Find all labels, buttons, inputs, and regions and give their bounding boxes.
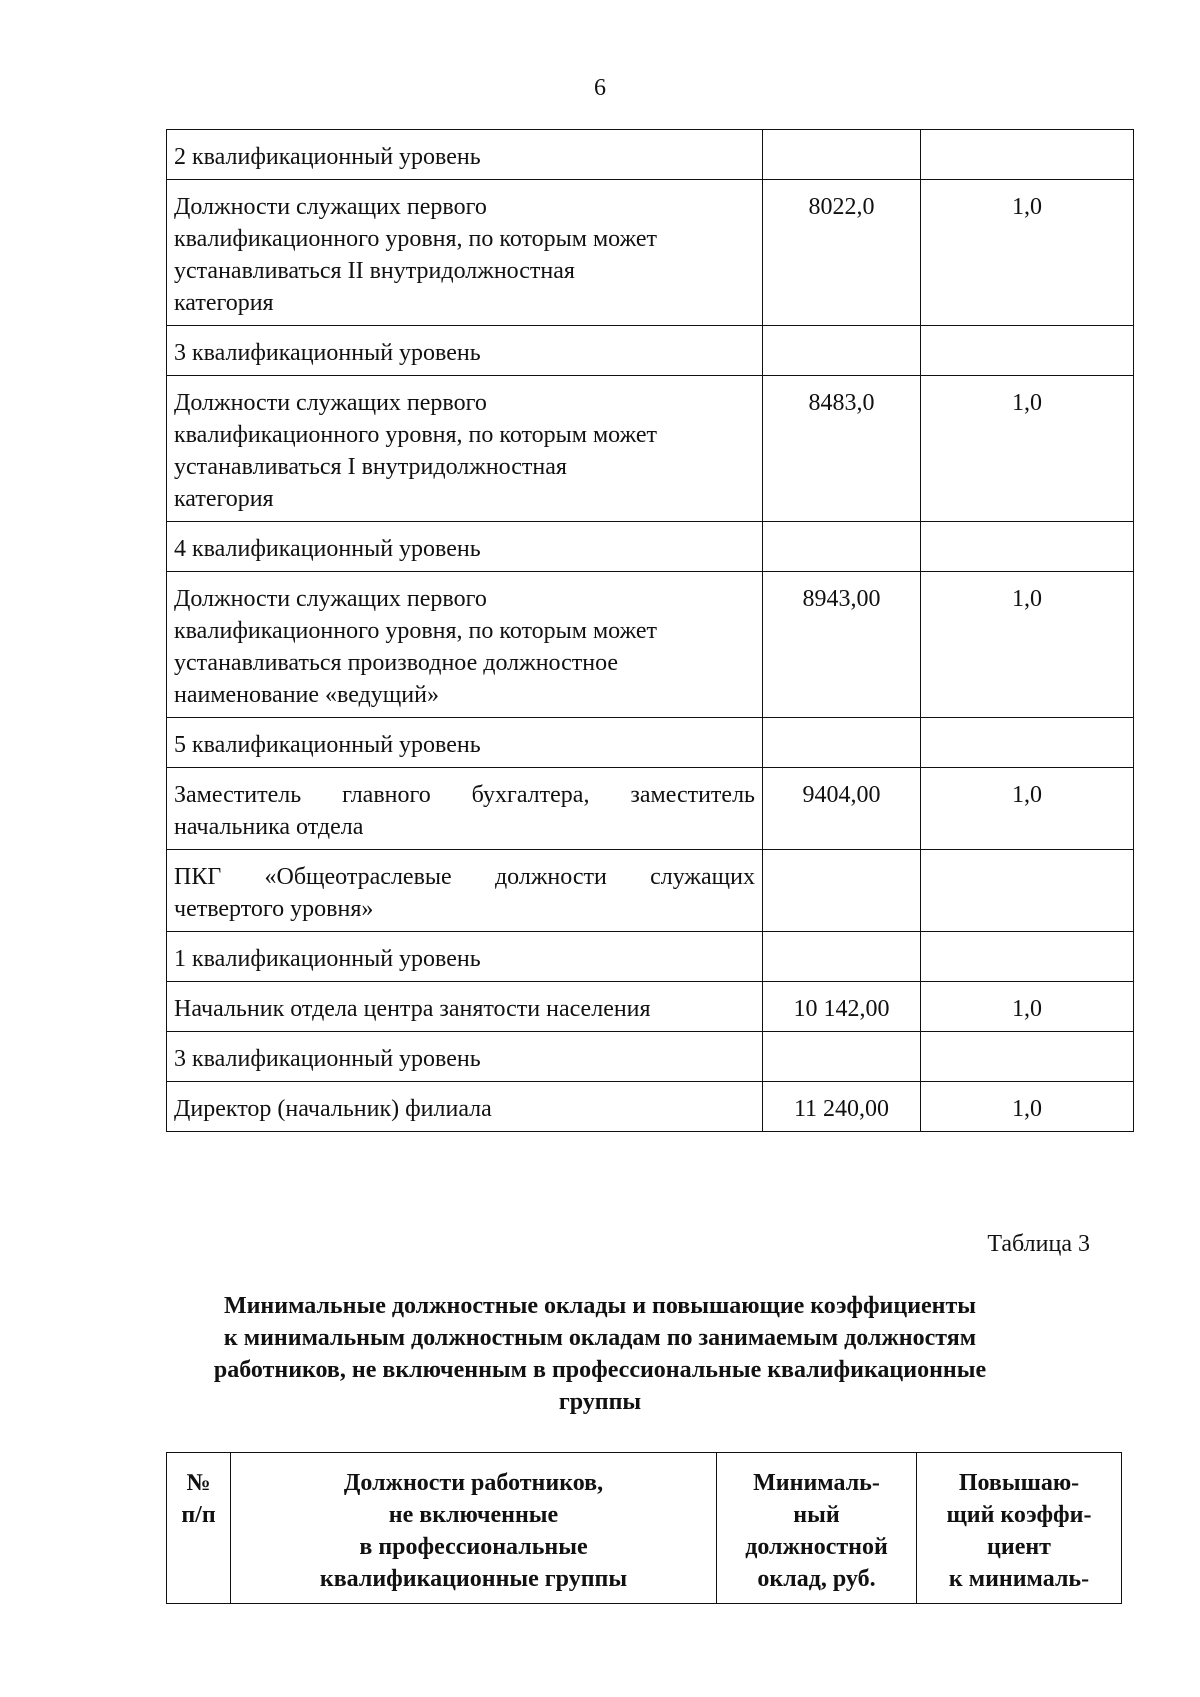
table-row: [167, 522, 1134, 572]
position-name-cell: [167, 932, 763, 982]
table-label: Таблица 3: [987, 1231, 1090, 1257]
position-name-cell: [167, 376, 763, 522]
table-row: [167, 130, 1134, 180]
header-line: квалификационные группы: [319, 1566, 628, 1592]
position-name-line: квалификационного уровня, по которым может: [174, 618, 657, 644]
position-name-cell: [167, 522, 763, 572]
position-name-cell: [167, 180, 763, 326]
header-line: №: [186, 1470, 211, 1496]
position-name-line: Должности служащих первого: [174, 586, 487, 612]
position-name-line: 2 квалификационный уровень: [174, 144, 481, 170]
position-name-cell: [167, 1082, 763, 1132]
position-name-line: наименование «ведущий»: [174, 682, 439, 708]
table-row: [167, 1032, 1134, 1082]
position-name-line: квалификационного уровня, по которым может: [174, 422, 657, 448]
position-name-line: устанавливаться I внутридолжностная: [174, 454, 567, 480]
coefficient-cell: [921, 718, 1134, 768]
table-row: [167, 572, 1134, 718]
header-line: в профессиональные: [359, 1534, 588, 1560]
table-row: [167, 718, 1134, 768]
salary-cell: 8483,0: [763, 376, 921, 522]
position-name-line: Начальник отдела центра занятости населения: [174, 996, 651, 1022]
header-line: оклад, руб.: [757, 1566, 876, 1592]
header-min-salary: [717, 1453, 917, 1604]
position-name-line: 3 квалификационный уровень: [174, 1046, 481, 1072]
salary-cell: 8022,0: [763, 180, 921, 326]
position-name-cell: [167, 326, 763, 376]
salary-cell: 10 142,00: [763, 982, 921, 1032]
coefficient-cell: 1,0: [921, 1082, 1134, 1132]
coefficient-cell: 1,0: [921, 768, 1134, 850]
coefficient-cell: [921, 130, 1134, 180]
position-name-line: 5 квалификационный уровень: [174, 732, 481, 758]
coefficient-cell: 1,0: [921, 982, 1134, 1032]
salary-cell: [763, 326, 921, 376]
header-line: Должности работников,: [343, 1470, 604, 1496]
position-name-line: квалификационного уровня, по которым может: [174, 226, 657, 252]
header-line: к минималь-: [948, 1566, 1090, 1592]
header-line: ный: [793, 1502, 840, 1528]
page-number: 6: [594, 75, 606, 101]
coefficient-cell: [921, 850, 1134, 932]
header-line: должностной: [745, 1534, 888, 1560]
position-name-cell: [167, 768, 763, 850]
position-name-line: устанавливаться II внутридолжностная: [174, 258, 575, 284]
table-row: [167, 932, 1134, 982]
position-name-cell: [167, 982, 763, 1032]
coefficient-cell: 1,0: [921, 572, 1134, 718]
salary-cell: [763, 718, 921, 768]
salary-cell: 11 240,00: [763, 1082, 921, 1132]
position-name-line: Заместитель главного бухгалтера, заместитель: [174, 782, 755, 808]
position-name-cell: [167, 850, 763, 932]
positions-table: [166, 1452, 1122, 1604]
position-name-cell: [167, 718, 763, 768]
table-row: [167, 768, 1134, 850]
header-coefficient: [917, 1453, 1122, 1604]
position-name-cell: [167, 572, 763, 718]
header-line: Повышаю-: [958, 1470, 1080, 1496]
salary-cell: [763, 932, 921, 982]
position-name-line: ПКГ «Общеотраслевые должности служащих: [174, 864, 755, 890]
header-line: циент: [987, 1534, 1051, 1560]
header-positions: [231, 1453, 717, 1604]
coefficient-cell: [921, 522, 1134, 572]
position-name-cell: [167, 1032, 763, 1082]
position-name-line: 4 квалификационный уровень: [174, 536, 481, 562]
position-name-line: начальника отдела: [174, 814, 364, 840]
coefficient-cell: [921, 326, 1134, 376]
positions-table-header: [167, 1453, 1122, 1604]
heading-line: Минимальные должностные оклады и повышающие коэффициенты: [223, 1293, 977, 1319]
table-heading: [130, 1290, 1070, 1418]
table-row: [167, 850, 1134, 932]
position-name-line: категория: [174, 290, 274, 316]
heading-line: группы: [558, 1389, 642, 1415]
heading-line: к минимальным должностным окладам по занимаемым должностям: [223, 1325, 977, 1351]
table-row: [167, 1082, 1134, 1132]
position-name-line: четвертого уровня»: [174, 896, 374, 922]
heading-line: работников, не включенным в профессиональные квалификационные: [213, 1357, 987, 1383]
position-name-line: категория: [174, 486, 274, 512]
table-row: [167, 982, 1134, 1032]
position-name-line: 1 квалификационный уровень: [174, 946, 481, 972]
table-row: [167, 180, 1134, 326]
position-name-line: устанавливаться производное должностное: [174, 650, 619, 676]
position-name-line: Директор (начальник) филиала: [174, 1096, 492, 1122]
header-number: [167, 1453, 231, 1604]
position-name-line: 3 квалификационный уровень: [174, 340, 481, 366]
header-line: п/п: [181, 1502, 216, 1528]
salary-cell: [763, 1032, 921, 1082]
coefficient-cell: [921, 932, 1134, 982]
position-name-cell: [167, 130, 763, 180]
coefficient-cell: 1,0: [921, 180, 1134, 326]
salary-cell: 9404,00: [763, 768, 921, 850]
position-name-line: Должности служащих первого: [174, 390, 487, 416]
salary-table: [166, 129, 1134, 1132]
salary-cell: 8943,00: [763, 572, 921, 718]
salary-cell: [763, 130, 921, 180]
salary-cell: [763, 850, 921, 932]
table-row: [167, 326, 1134, 376]
position-name-line: Должности служащих первого: [174, 194, 487, 220]
table-row: [167, 376, 1134, 522]
header-line: Минималь-: [753, 1470, 880, 1496]
coefficient-cell: [921, 1032, 1134, 1082]
header-line: не включенные: [388, 1502, 559, 1528]
header-row: [167, 1453, 1122, 1604]
coefficient-cell: 1,0: [921, 376, 1134, 522]
salary-table-body: [167, 130, 1134, 1132]
salary-cell: [763, 522, 921, 572]
header-line: щий коэффи-: [946, 1502, 1092, 1528]
